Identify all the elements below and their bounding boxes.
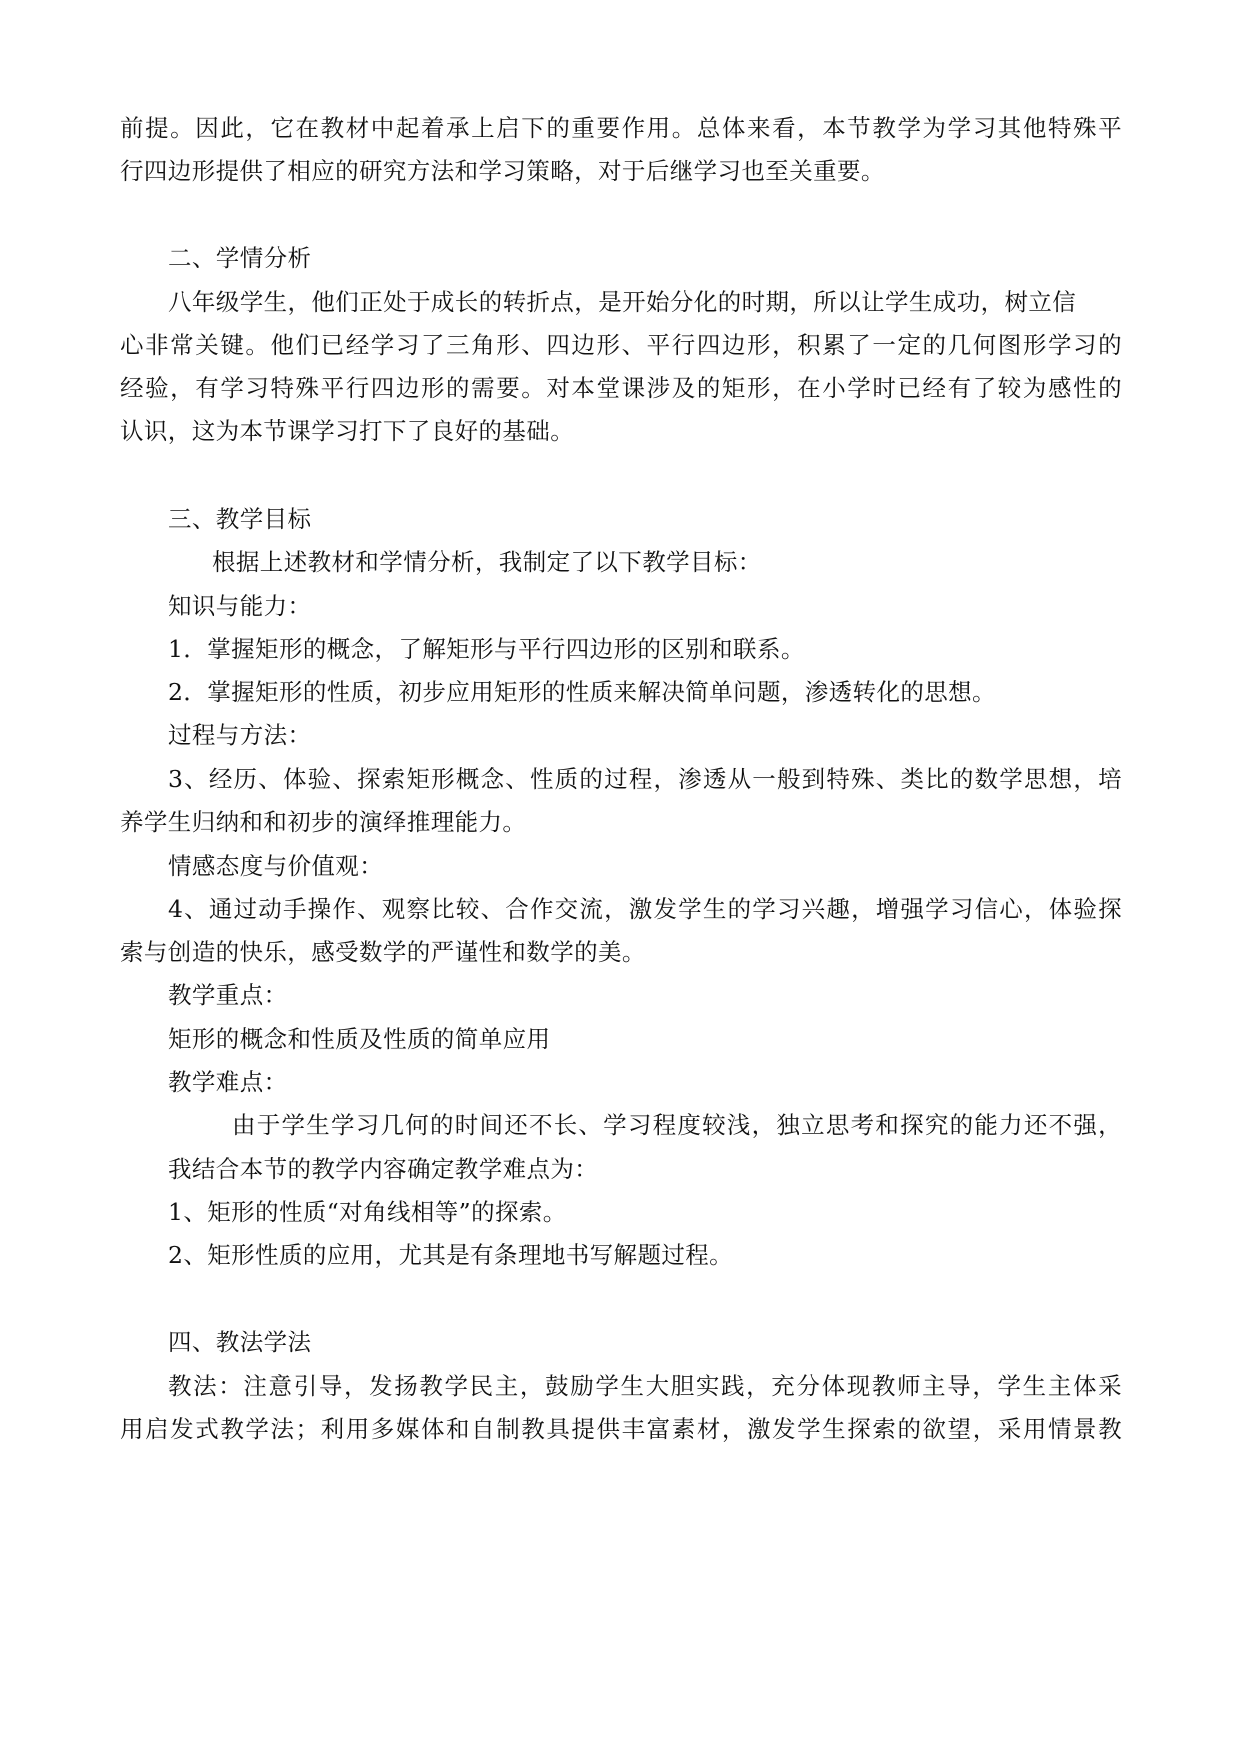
paragraph-line: 行四边形提供了相应的研究方法和学习策略，对于后继学习也至关重要。 <box>120 157 885 185</box>
paragraph-line: 我结合本节的教学内容确定教学难点为： <box>168 1155 599 1183</box>
paragraph-line: 索与创造的快乐，感受数学的严谨性和数学的美。 <box>120 938 646 966</box>
section-heading: 二、学情分析 <box>168 244 312 272</box>
list-item: 2．掌握矩形的性质，初步应用矩形的性质来解决简单问题，渗透转化的思想。 <box>168 678 996 706</box>
subheading: 教学重点： <box>168 981 288 1009</box>
paragraph-line: 由于学生学习几何的时间还不长、学习程度较浅，独立思考和探究的能力还不强， <box>232 1111 1122 1139</box>
section-heading: 四、教法学法 <box>168 1328 312 1356</box>
paragraph-line: 根据上述教材和学情分析，我制定了以下教学目标： <box>212 548 762 576</box>
list-item: 4、通过动手操作、观察比较、合作交流，激发学生的学习兴趣，增强学习信心，体验探 <box>168 895 1122 923</box>
paragraph-line: 矩形的概念和性质及性质的简单应用 <box>168 1025 551 1053</box>
paragraph-line: 八年级学生，他们正处于成长的转折点，是开始分化的时期，所以让学生成功，树立信 <box>168 288 1077 316</box>
paragraph-line: 认识，这为本节课学习打下了良好的基础。 <box>120 417 575 445</box>
subheading: 情感态度与价值观： <box>168 852 384 880</box>
subheading: 教学难点： <box>168 1068 288 1096</box>
list-item: 2、矩形性质的应用，尤其是有条理地书写解题过程。 <box>168 1241 734 1269</box>
subheading: 知识与能力： <box>168 592 312 620</box>
subheading: 过程与方法： <box>168 721 312 749</box>
paragraph-line: 经验，有学习特殊平行四边形的需要。对本堂课涉及的矩形，在小学时已经有了较为感性的 <box>120 374 1122 402</box>
list-item: 1．掌握矩形的概念，了解矩形与平行四边形的区别和联系。 <box>168 635 805 663</box>
section-heading: 三、教学目标 <box>168 505 312 533</box>
list-item: 3、经历、体验、探索矩形概念、性质的过程，渗透从一般到特殊、类比的数学思想，培 <box>168 765 1122 793</box>
paragraph-line: 前提。因此，它在教材中起着承上启下的重要作用。总体来看，本节教学为学习其他特殊平 <box>120 114 1122 142</box>
paragraph-line: 心非常关键。他们已经学习了三角形、四边形、平行四边形，积累了一定的几何图形学习的 <box>120 331 1122 359</box>
paragraph-line: 用启发式教学法；利用多媒体和自制教具提供丰富素材，激发学生探索的欲望，采用情景教 <box>120 1415 1122 1443</box>
list-item: 1、矩形的性质“对角线相等”的探索。 <box>168 1198 567 1226</box>
paragraph-line: 养学生归纳和和初步的演绎推理能力。 <box>120 808 527 836</box>
paragraph-line: 教法：注意引导，发扬教学民主，鼓励学生大胆实践，充分体现教师主导，学生主体采 <box>168 1372 1122 1400</box>
